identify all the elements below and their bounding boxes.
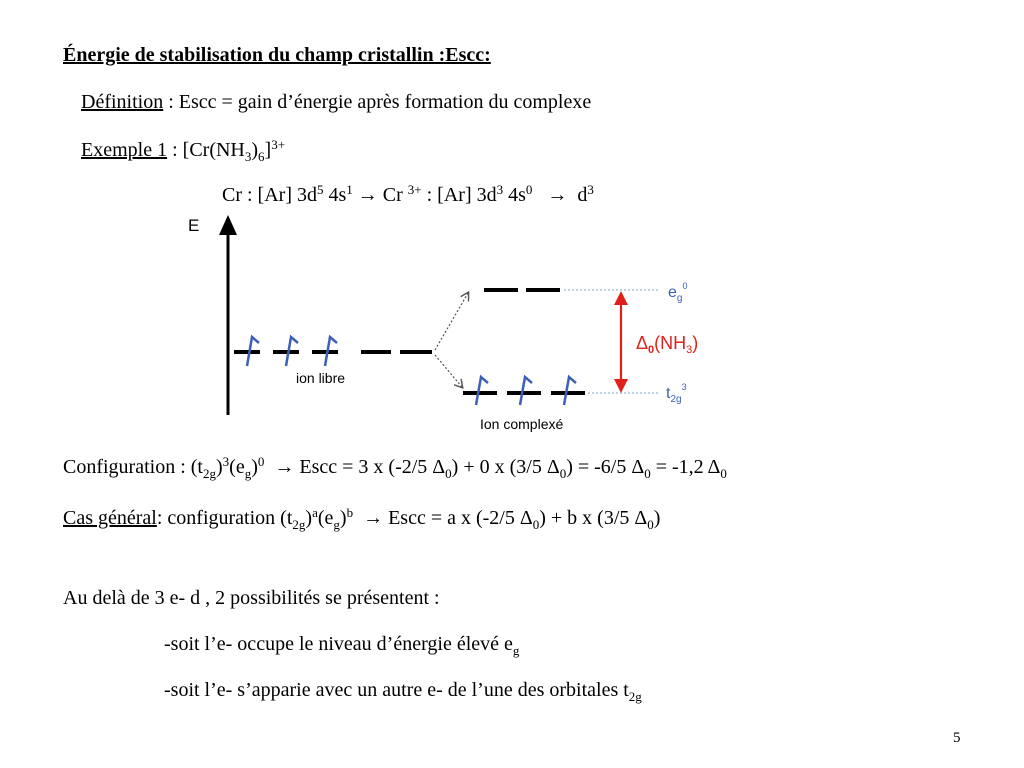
arrow-icon: → bbox=[363, 507, 384, 529]
delta-arrowhead-down-icon bbox=[614, 379, 628, 393]
eg-label: $e_g^0$ bbox=[668, 281, 688, 304]
split-line-down bbox=[435, 355, 462, 387]
beyond-intro: Au delà de 3 e- d , 2 possibilités se présentent : bbox=[63, 587, 440, 609]
free-ion-label: ion libre bbox=[296, 370, 346, 386]
definition-line bbox=[81, 92, 591, 112]
example-sep: : bbox=[167, 139, 183, 161]
arrow-icon: → bbox=[274, 456, 295, 478]
split-line-up bbox=[435, 293, 468, 350]
delta-label: $\Delta_0(NH_3)$ bbox=[636, 333, 699, 356]
configuration-line: Configuration : $(t_{2g})^3(e_g)^0$ → Escc = 3 x (-2/5 $\Delta_0) + 0$ x (3/5 $\Delta_0) = -6/5$ $\Delta_0 = -1,2$ $\Delta_0$ bbox=[63, 454, 727, 481]
axis-label: E bbox=[188, 216, 200, 235]
t2g-label: $t_{2g}^3$ bbox=[666, 382, 687, 405]
general-case-label: Cas général bbox=[63, 507, 157, 529]
arrow-icon: → bbox=[357, 184, 378, 206]
crystal-field-diagram bbox=[180, 205, 740, 440]
example-line bbox=[81, 137, 286, 164]
electron-config-line: Cr : [Ar] $3d^5$ $4s^1 \to Cr$ $^{3+}$ : [Ar] $3d^3$ $4s^0$ → $d^3$ bbox=[222, 182, 594, 206]
definition-label: Définition bbox=[81, 91, 164, 113]
page-title: Énergie de stabilisation du champ cristallin :Escc: bbox=[63, 44, 491, 66]
definition-text: : Escc = gain d’énergie après formation du complexe bbox=[163, 91, 592, 113]
axis-arrowhead-icon bbox=[219, 215, 237, 235]
delta-arrowhead-up-icon bbox=[614, 291, 628, 305]
complex-label: Ion complexé bbox=[480, 416, 564, 432]
general-case-line: Cas général: configuration $(t_{2g})^a(e_g)^b$ → Escc = a x (-2/5 $\Delta_0) + b$ x (3/5 $\Delta_0$) bbox=[63, 505, 661, 532]
example-label: Exemple 1 bbox=[81, 139, 168, 161]
page-number: 5 bbox=[953, 730, 961, 746]
complex-formula: $[Cr(NH_3)_6]^{3+}$ bbox=[182, 137, 286, 164]
option-2: -soit l’e- s’apparie avec un autre e- de l’une des orbitales $t_{2g}$ bbox=[164, 679, 642, 704]
option-1: -soit l’e- occupe le niveau d’énergie élevé $e_g$ bbox=[164, 633, 520, 658]
arrow-icon: → bbox=[547, 184, 568, 206]
